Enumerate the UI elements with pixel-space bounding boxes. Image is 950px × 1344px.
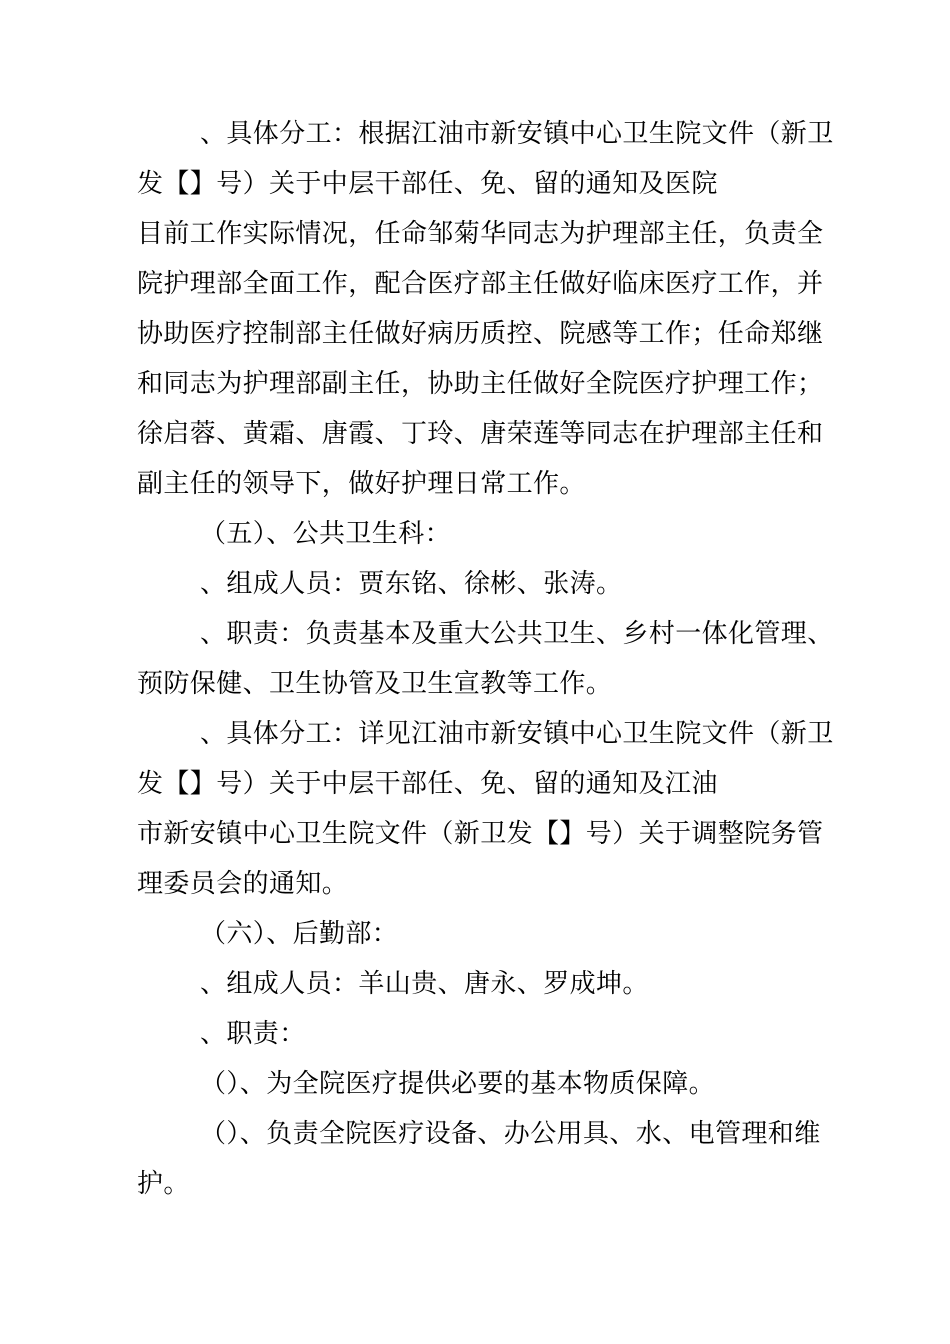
text-line: 、组成人员：羊山贵、唐永、罗成坤。 <box>200 969 649 999</box>
text-line: （）、为全院医疗提供必要的基本物质保障。 <box>200 1069 716 1099</box>
text-line: 和同志为护理部副主任，协助主任做好全院医疗护理工作； <box>137 369 824 399</box>
text-line: 市新安镇中心卫生院文件（新卫发【】号）关于调整院务管 <box>137 819 824 849</box>
section-heading: （五）、公共卫生科： <box>200 519 452 549</box>
text-line: 院护理部全面工作，配合医疗部主任做好临床医疗工作，并 <box>137 269 824 299</box>
text-line: 发【】号）关于中层干部任、免、留的通知及医院 <box>137 169 718 199</box>
text-line: （）、负责全院医疗设备、办公用具、水、电管理和维 <box>200 1119 821 1149</box>
text-line: 、职责：负责基本及重大公共卫生、乡村一体化管理、 <box>200 619 834 649</box>
text-line: 预防保健、卫生协管及卫生宣教等工作。 <box>137 669 613 699</box>
text-line: 、职责： <box>200 1019 306 1049</box>
text-line: 副主任的领导下，做好护理日常工作。 <box>137 469 586 499</box>
text-line: 目前工作实际情况，任命邹菊华同志为护理部主任，负责全 <box>137 219 824 249</box>
text-line: 护。 <box>137 1169 190 1199</box>
text-line: 、组成人员：贾东铭、徐彬、张涛。 <box>200 569 623 599</box>
text-line: 、具体分工：详见江油市新安镇中心卫生院文件（新卫 <box>200 719 834 749</box>
section-heading: （六）、后勤部： <box>200 919 399 949</box>
text-line: 协助医疗控制部主任做好病历质控、院感等工作；任命郑继 <box>137 319 824 349</box>
text-line: 、具体分工：根据江油市新安镇中心卫生院文件（新卫 <box>200 119 834 149</box>
text-line: 理委员会的通知。 <box>137 869 349 899</box>
text-line: 发【】号）关于中层干部任、免、留的通知及江油 <box>137 769 718 799</box>
text-line: 徐启蓉、黄霜、唐霞、丁玲、唐荣莲等同志在护理部主任和 <box>137 419 824 449</box>
